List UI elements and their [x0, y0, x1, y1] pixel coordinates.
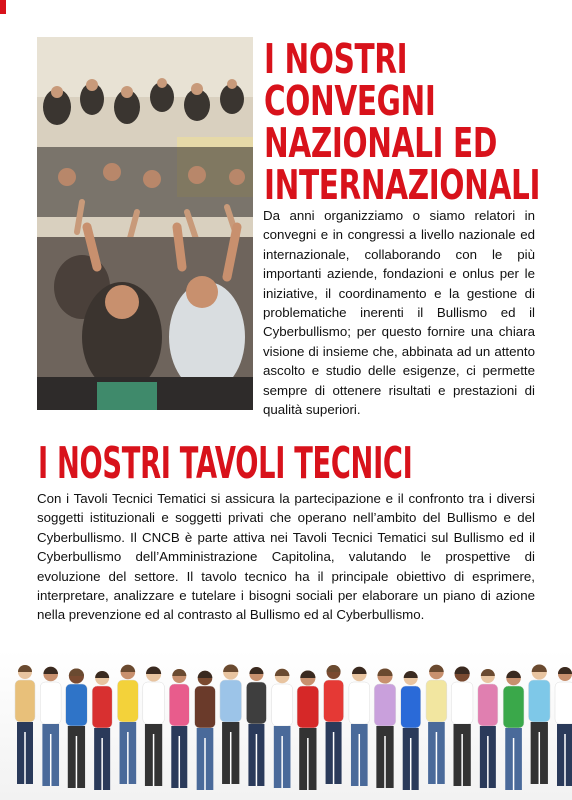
corner-accent-mark — [0, 0, 6, 14]
photo-people-row — [0, 650, 572, 800]
section-title-convegni: I NOSTRI CONVEGNI NAZIONALI ED INTERNAZIONALI — [264, 35, 541, 209]
section-body-tavoli: Con i Tavoli Tecnici Tematici si assicura la partecipazione e il confronto tra i diversi soggetti istituzionali e soggetti privati che operano nell’ambito del Bullismo e del Cyberbullismo. Il CNCB è parte attiva nei Tavoli Tecnici Tematici sul Bullismo ed il Cyberbullismo dell’Amministrazione Capitolina, valutando le prospettive di evoluzione del settore. Il tavolo tecnico ha il principale obiettivo di esprimere, interpretare, analizzare e tutelare i bisogni sociali per elaborare un piano di azione nella prevenzione ed al contrasto al Bullismo ed al Cyberbullismo. — [37, 491, 535, 623]
section-body-convegni: Da anni organizziamo o siamo relatori in convegni e in congressi a livello nazionale ed internazionale, collaborando con le più importanti aziende, fondazioni e onlus per le iniziative, il coordinamento e la gestione di problematiche inerenti il Bullismo ed il Cyberbullismo; per questo fornire una chiara visione di insieme che, abbinata ad un attento ascolto e studio delle esigenze, ci permette sempre di ottenere risultati e prestazioni di qualità superiori. — [263, 208, 535, 418]
section-title-tavoli: I NOSTRI TAVOLI TECNICI — [38, 438, 413, 489]
photo-students-raising-hands — [37, 37, 253, 410]
